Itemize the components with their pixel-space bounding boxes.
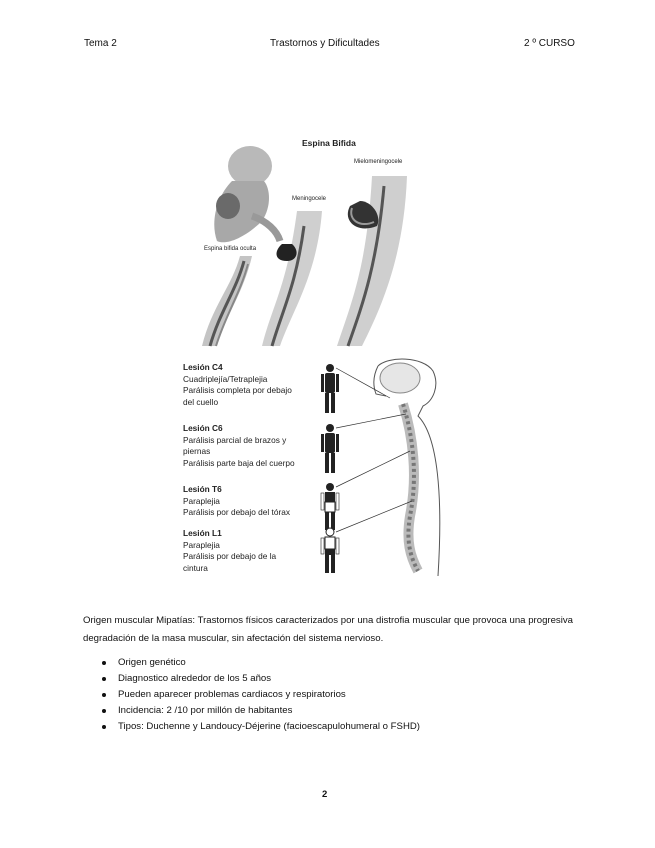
lesion-line: Paraplejia [183, 495, 220, 506]
list-item [100, 719, 420, 735]
label-spina-bifida-occulta: Espina bifida oculta [204, 246, 257, 252]
body-paragraph: Origen muscular Mipatías: Trastornos físicos caracterizados por una distrofia muscular que provoca una progresiva degradación de la masa muscular, sin afectación del sistema nervioso. [83, 615, 573, 644]
list-item [100, 671, 420, 687]
baby-illustration [214, 146, 280, 242]
figure-c6 [321, 424, 339, 473]
lesion-title: Lesión T6 [183, 484, 222, 494]
list-item [100, 703, 420, 719]
lesion-line: cintura [183, 562, 208, 573]
bullet-icon [102, 693, 106, 697]
figure-title: Espina Bifida [302, 138, 356, 148]
lesion-line: Parálisis por debajo del tórax [183, 507, 290, 517]
lesion-line: Parálisis parcial de brazos y [183, 434, 287, 445]
figure-t6 [321, 483, 339, 530]
lesion-line: del cuello [183, 396, 219, 407]
list-item-text: Origen genético [118, 657, 186, 668]
header-left: Tema 2 [84, 38, 117, 49]
skeleton-illustration [336, 359, 440, 576]
lesion-t6 [183, 484, 308, 519]
list-item-text: Incidencia: 2 /10 por millón de habitantes [118, 705, 293, 716]
figure-c4 [321, 364, 339, 413]
lesion-line: Parálisis parte baja del cuerpo [183, 457, 295, 468]
bullet-icon [102, 725, 106, 729]
header-right: 2 º CURSO [524, 38, 575, 49]
spine-section-myelomeningocele [337, 176, 407, 346]
spina-bifida-figure [192, 126, 432, 352]
lesion-c6 [183, 423, 308, 469]
lesion-line: piernas [183, 446, 211, 456]
lesion-c4 [183, 362, 308, 408]
lesion-l1 [183, 528, 308, 574]
list-item-text: Pueden aparecer problemas cardiacos y respiratorios [118, 689, 346, 700]
list-item-text: Tipos: Duchenne y Landoucy-Déjerine (facioescapulohumeral o FSHD) [118, 721, 420, 732]
lesion-line: Cuadriplejía/Tetraplejia [183, 373, 268, 384]
spinal-lesion-figure [178, 356, 453, 578]
bullet-icon [102, 709, 106, 713]
lesion-title: Lesión L1 [183, 528, 222, 538]
lesion-line: Parálisis por debajo de la [183, 551, 277, 561]
bullet-icon [102, 661, 106, 665]
bullet-list [100, 655, 420, 735]
lesion-title: Lesión C4 [183, 362, 223, 372]
list-item [100, 655, 420, 671]
header-center: Trastornos y Dificultades [270, 38, 380, 49]
bullet-icon [102, 677, 106, 681]
list-item-text: Diagnostico alrededor de los 5 años [118, 673, 272, 684]
lesion-line: Paraplejia [183, 539, 220, 550]
label-myelomeningocele: Mielomeningocele [354, 159, 403, 165]
spine-section-occult [202, 256, 252, 346]
page-number: 2 [322, 789, 328, 800]
lesion-title: Lesión C6 [183, 423, 223, 433]
lesion-line: Parálisis completa por debajo [183, 385, 292, 395]
figure-l1 [321, 528, 339, 573]
label-meningocele: Meningocele [292, 196, 327, 202]
list-item [100, 687, 420, 703]
